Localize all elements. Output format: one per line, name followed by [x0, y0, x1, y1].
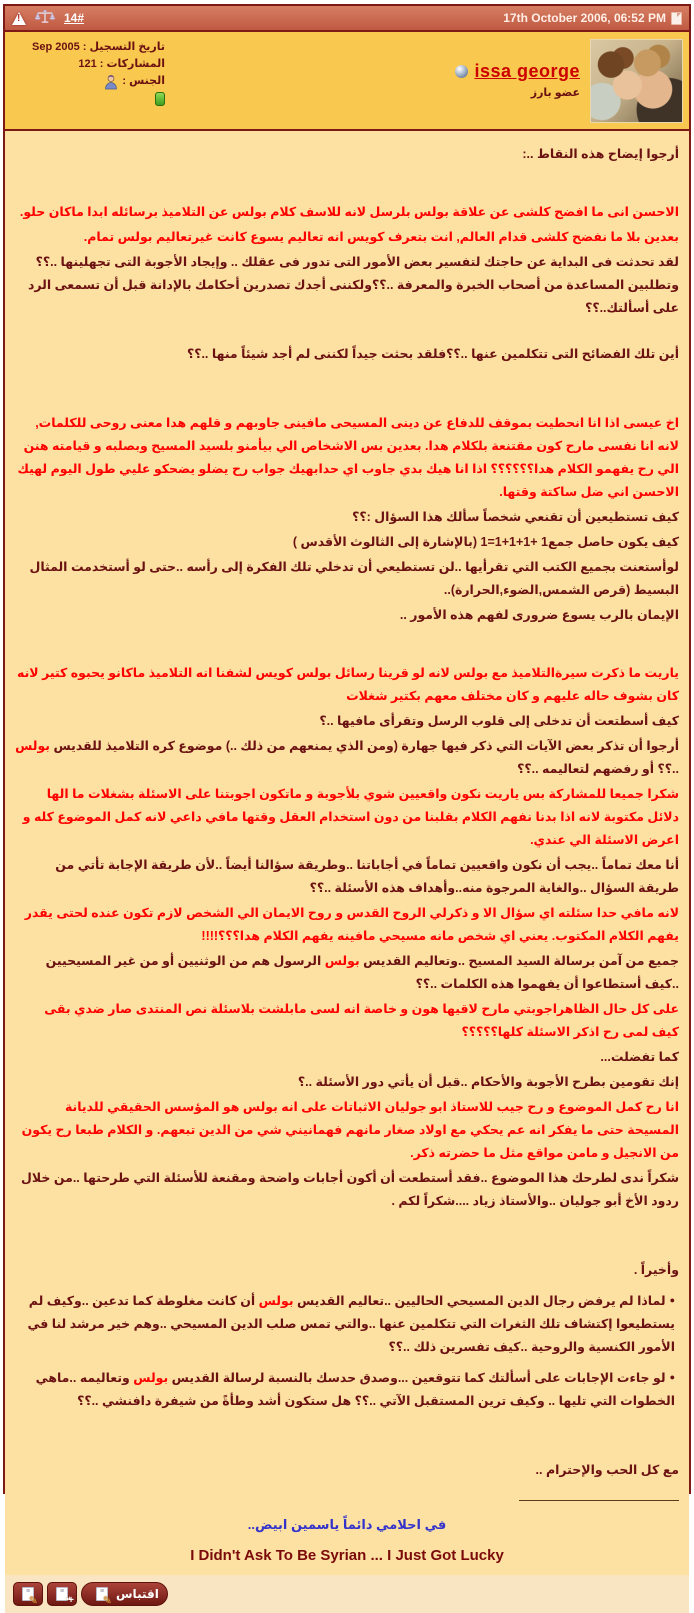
post-text-segment: بعدين بلا ما نفضح كلشى قدام العالم, انت بتعرف كويس انه تعاليم يسوع كانت غيرتعاليم بولس تمام. — [83, 230, 679, 244]
quote-button-label: اقتباس — [116, 1587, 159, 1601]
user-status-orb-icon — [455, 65, 468, 78]
post-text-segment: شكرا جميعا للمشاركة بس ياريت نكون واقعيين شوي بلأجوبة و ماتكون اجوبتنا على الاسئلة بشغلات ما الها دلائل مكتوبة لانه اذا بدنا نفهم الكلام بقلبنا من دون استخدام العقل وقتها مافي داعي لانه كمل الموضوع كله و اعرض الاسئلة الي عندي. — [22, 787, 679, 847]
signature-arabic-text: في احلامي دائماً ياسمين ابيض.. — [247, 1517, 447, 1532]
user-info-row — [5, 32, 689, 131]
post-text-segment: الاحسن انى ما افضح كلشى عن علاقة بولس بلرسل لانه للاسف كلام بولس عن التلاميذ برسائله ابدا ماكان حلو. — [19, 205, 679, 219]
male-gender-icon — [103, 74, 119, 90]
post-paragraph — [15, 1167, 679, 1213]
post-text-segment: أين تلك الفضائح التى تتكلمين عنها ..؟؟فلقد بحثت جيداً لكننى لم أجد شيئاً منها ..؟؟ — [186, 347, 679, 361]
bullet-icon: ● — [669, 1295, 675, 1305]
online-status-row — [15, 92, 165, 106]
post-text-segment: بولس — [258, 1294, 294, 1308]
post-paragraph — [15, 1459, 679, 1482]
post-text-segment: بولس — [133, 1371, 169, 1385]
post-paragraph — [15, 226, 679, 249]
post-paragraph — [15, 343, 679, 366]
post-text-segment: الإيمان بالرب يسوع ضرورى لفهم هذه الأمور .. — [399, 608, 679, 622]
post-footer-bar — [5, 1575, 689, 1613]
post-text-segment: وتعاليمه ..ماهي الخطوات التي تليها .. وكيف ترين المستقبل الآتي ..؟؟ هل ستكون أشد وطأةً من شيفرة دافنشي ..؟؟ — [35, 1371, 675, 1408]
username-link[interactable]: issa george — [474, 61, 580, 81]
post-text-segment: أرجوا أن تذكر بعض الآيات التي ذكر فيها جهارة (ومن الذي يمنعهم من ذلك ..) موضوع كره التلاميذ للقديس — [50, 739, 679, 753]
post-paragraph — [15, 1096, 679, 1165]
post-text-segment: ياريت ما ذكرت سيرةالتلاميذ مع بولس لانه لو قرينا رسائل بولس كويس لشفنا انه التلاميذ ماكانو يحبوه كتير لانه كان بشوف حاله عليهم و كان مختلف معهم بكتير شغلات — [17, 666, 679, 703]
user-stats — [15, 39, 165, 106]
post-text-segment: بولس — [15, 739, 51, 753]
post-text-segment: كما تفضلت... — [600, 1050, 679, 1064]
user-avatar[interactable] — [590, 39, 683, 123]
post-paragraph — [15, 998, 679, 1044]
post-text-segment: مع كل الحب والإحترام .. — [535, 1463, 679, 1477]
multi-quote-button[interactable] — [47, 1582, 77, 1606]
signature-block — [15, 1484, 679, 1575]
stat-gender-label: الجنس : — [122, 75, 165, 88]
edit-post-button[interactable] — [13, 1582, 43, 1606]
post-paragraph — [15, 1366, 679, 1413]
post-text-segment: جميع من آمن برسالة السيد المسيح ..وتعاليم القديس — [359, 954, 679, 968]
post-status-icon — [671, 12, 682, 25]
post-text-segment: وأخيراً . — [633, 1263, 679, 1277]
online-status-icon — [155, 92, 165, 106]
user-title: عضو بارز — [530, 87, 580, 99]
post-text-segment: ..؟؟ أو رفضهم لتعاليمه ..؟؟ — [517, 762, 679, 776]
post-text-segment: الرسول هم من الوثنيين أو من غير المسيحيين ..كيف أستطاعوا أن يفهموا هذه الكلمات ..؟؟ — [45, 954, 679, 991]
post-text-segment: على كل حال الظاهراجوبتي مارح لاقيها هون و خاصة انه لسى مابلشت بلاسئلة نص المنتدى صار ضدي بقى كيف لمى رح اذكر الاسئلة كلها؟؟؟؟؟ — [44, 1002, 679, 1039]
post-paragraph — [15, 506, 679, 529]
signature-english-text: I Didn't Ask To Be Syrian ... I Just Got Lucky — [190, 1547, 504, 1564]
post-paragraph — [15, 783, 679, 852]
report-post-icon[interactable] — [12, 12, 26, 25]
paper-pencil-icon: ≡ ✎ — [22, 1587, 34, 1601]
post-text-segment: لو جاءت الإجابات على أسألتك كما تتوقعين ...وصدق حدسك بالنسبة لرسالة القديس — [168, 1371, 666, 1385]
post-text-segment: أرجوا إيضاح هذه النقاط ..: — [522, 147, 679, 161]
post-text-segment: بولس — [324, 954, 360, 968]
post-text-segment: انا رح كمل الموضوع و رح جيب للاستاذ ابو جوليان الاثباتات على انه بولس هو المؤسس الحقيقي للديانة المسيحة حتى ما يفكر انه عم يحكي مع اولاد صغار مانهم فهمانيني شي من الدين تبعهم. و الكلام طبعا رح يكون من الانجيل و مامن مواقع مثل ما حضرته ذكر. — [21, 1100, 679, 1160]
post-text-segment: لانه مافي حدا سئلته اي سؤال الا و ذكرلي الروح القدس و روح الايمان الي الشخص لازم تكون عنده لحتى يقدر يفهم الكلام المكتوب. يعني اي شخص مانه مسيحي مافينه يفهم الكلام هدا؟؟؟!!!! — [24, 906, 679, 943]
post-header-left — [12, 9, 84, 27]
post-paragraph — [15, 902, 679, 948]
post-text-segment: شكراً ندى لطرحك هذا الموضوع ..فقد أستطعت أن أكون أجابات واضحة ومقنعة للأسئلة التي طرحتها ..من خلال ردود الأخ أبو جوليان ..والأستاذ زياد ....شكراً لكم . — [21, 1171, 679, 1208]
post-paragraph — [15, 604, 679, 627]
post-text-segment: كيف تستطيعين أن تقنعي شخصاً سألك هذا السؤال :؟؟ — [352, 510, 679, 524]
post-text-segment: أن كانت مغلوطة كما تدعين ..وكيف لم يستطيعوا إكتشاف تلك الثغرات التي تتكلمين عنها ..والتي تمس صلب الدين المسيحي ..وهم خير مرشد لنا في الأمور الكنسية والروحية ..كيف تفسرين ذلك ..؟؟ — [27, 1294, 675, 1354]
user-name-block — [455, 39, 580, 99]
post-text-segment: لوأستعنت بجميع الكتب التي تقرأيها ..لن تستطيعي أن تدخلي تلك الفكرة إلى رأسه ..حتى لو أستخدمت المثال البسيط (قرص الشمس,الضوء,الحرارة).. — [29, 560, 679, 597]
post-paragraph — [15, 143, 679, 166]
post-text-segment: أنا معك تماماً ..يجب أن نكون واقعيين تماماً في أجاباتنا ..وطريقة سؤالنا أيضاً ..لأن طريقة الإجابة تأتي من طريقة السؤال ..والغاية المرجوة منه..وأهداف هذه الأسئلة ..؟؟ — [55, 858, 679, 895]
paper-quote-icon: ≡ ❝ — [56, 1587, 68, 1601]
post-paragraph — [15, 854, 679, 900]
post-paragraph — [15, 1071, 679, 1094]
post-text-segment: لماذا لم يرفض رجال الدين المسيحي الحاليين ..تعاليم القديس — [293, 1294, 666, 1308]
post-header-right — [503, 11, 682, 25]
signature-divider — [519, 1500, 679, 1501]
post-paragraph — [15, 1289, 679, 1359]
post-paragraph — [15, 950, 679, 996]
post-paragraph — [15, 556, 679, 602]
post-paragraph — [15, 735, 679, 781]
paper-pencil-icon: ≡ ✎ — [96, 1587, 108, 1601]
post-number-link[interactable]: 14# — [64, 11, 85, 25]
post-text-segment: كيف أسطتعت أن تدخلى إلى قلوب الرسل وتقرأى مافيها ..؟ — [319, 714, 679, 728]
post-header-bar — [5, 6, 689, 32]
post-paragraph — [15, 412, 679, 504]
post-paragraph — [15, 662, 679, 708]
post-paragraph — [15, 201, 679, 224]
post-body — [5, 131, 689, 1575]
stat-posts: المشاركات : 121 — [78, 58, 165, 71]
post-frame — [3, 4, 691, 1601]
reputation-scales-icon[interactable] — [35, 9, 55, 27]
bullet-icon: ● — [669, 1372, 675, 1382]
post-text-segment: لقد تحدثت فى البداية عن حاجتك لتفسير بعض الأمور التى تدور فى عقلك .. وإيجاد الأجوبة التى تجهلينها ..؟؟ وتطلبين المساعدة من أصحاب الخبرة والمعرفة ..؟؟ولكننى أجدك تصدرين أحكامك بالإدانة قبل أن تسمعى الرد على أسألتك..؟؟ — [27, 255, 679, 315]
post-text-segment: كيف يكون حاصل جمع1 +1+1+1=1 (بالإشارة إلى الثالوث الأقدس ) — [292, 535, 679, 549]
post-text-segment: إنك تقومين بطرح الأجوبة والأحكام ..قبل أن يأتي دور الأسئلة ..؟ — [297, 1075, 679, 1089]
user-name-line — [455, 61, 580, 82]
post-paragraph — [15, 531, 679, 554]
post-date: 17th October 2006, 06:52 PM — [503, 11, 666, 25]
post-text-segment: اخ عيسى اذا انا انحطيت بموقف للدفاع عن دينى المسيحى مافينى جاوبهم و قلهم هدا معنى روحى للكلمات, لانه انا نفسى مارح كون مقتنعة بلكلام هدا. بعدين بس الاشخاص الي بيأمنو بلسيد المسيح وبصلبه و قيامته هنن الي رح يفهمو الكلام هدا؟؟؟؟؟؟ اذا انا هيك بدي جاوب اي حدابهيك جواب رح يضلو يضحكو عليي طول اليوم لهيك الاحسن اني ضل ساكتة وقتها. — [17, 416, 679, 499]
post-paragraph — [15, 1259, 679, 1282]
stat-registered: تاريخ التسجيل : Sep 2005 — [31, 41, 165, 53]
post-paragraph — [15, 251, 679, 320]
post-paragraph — [15, 1046, 679, 1069]
post-paragraphs — [15, 143, 679, 1484]
stat-gender — [15, 73, 165, 90]
quote-button[interactable] — [81, 1582, 168, 1606]
post-paragraph — [15, 710, 679, 733]
